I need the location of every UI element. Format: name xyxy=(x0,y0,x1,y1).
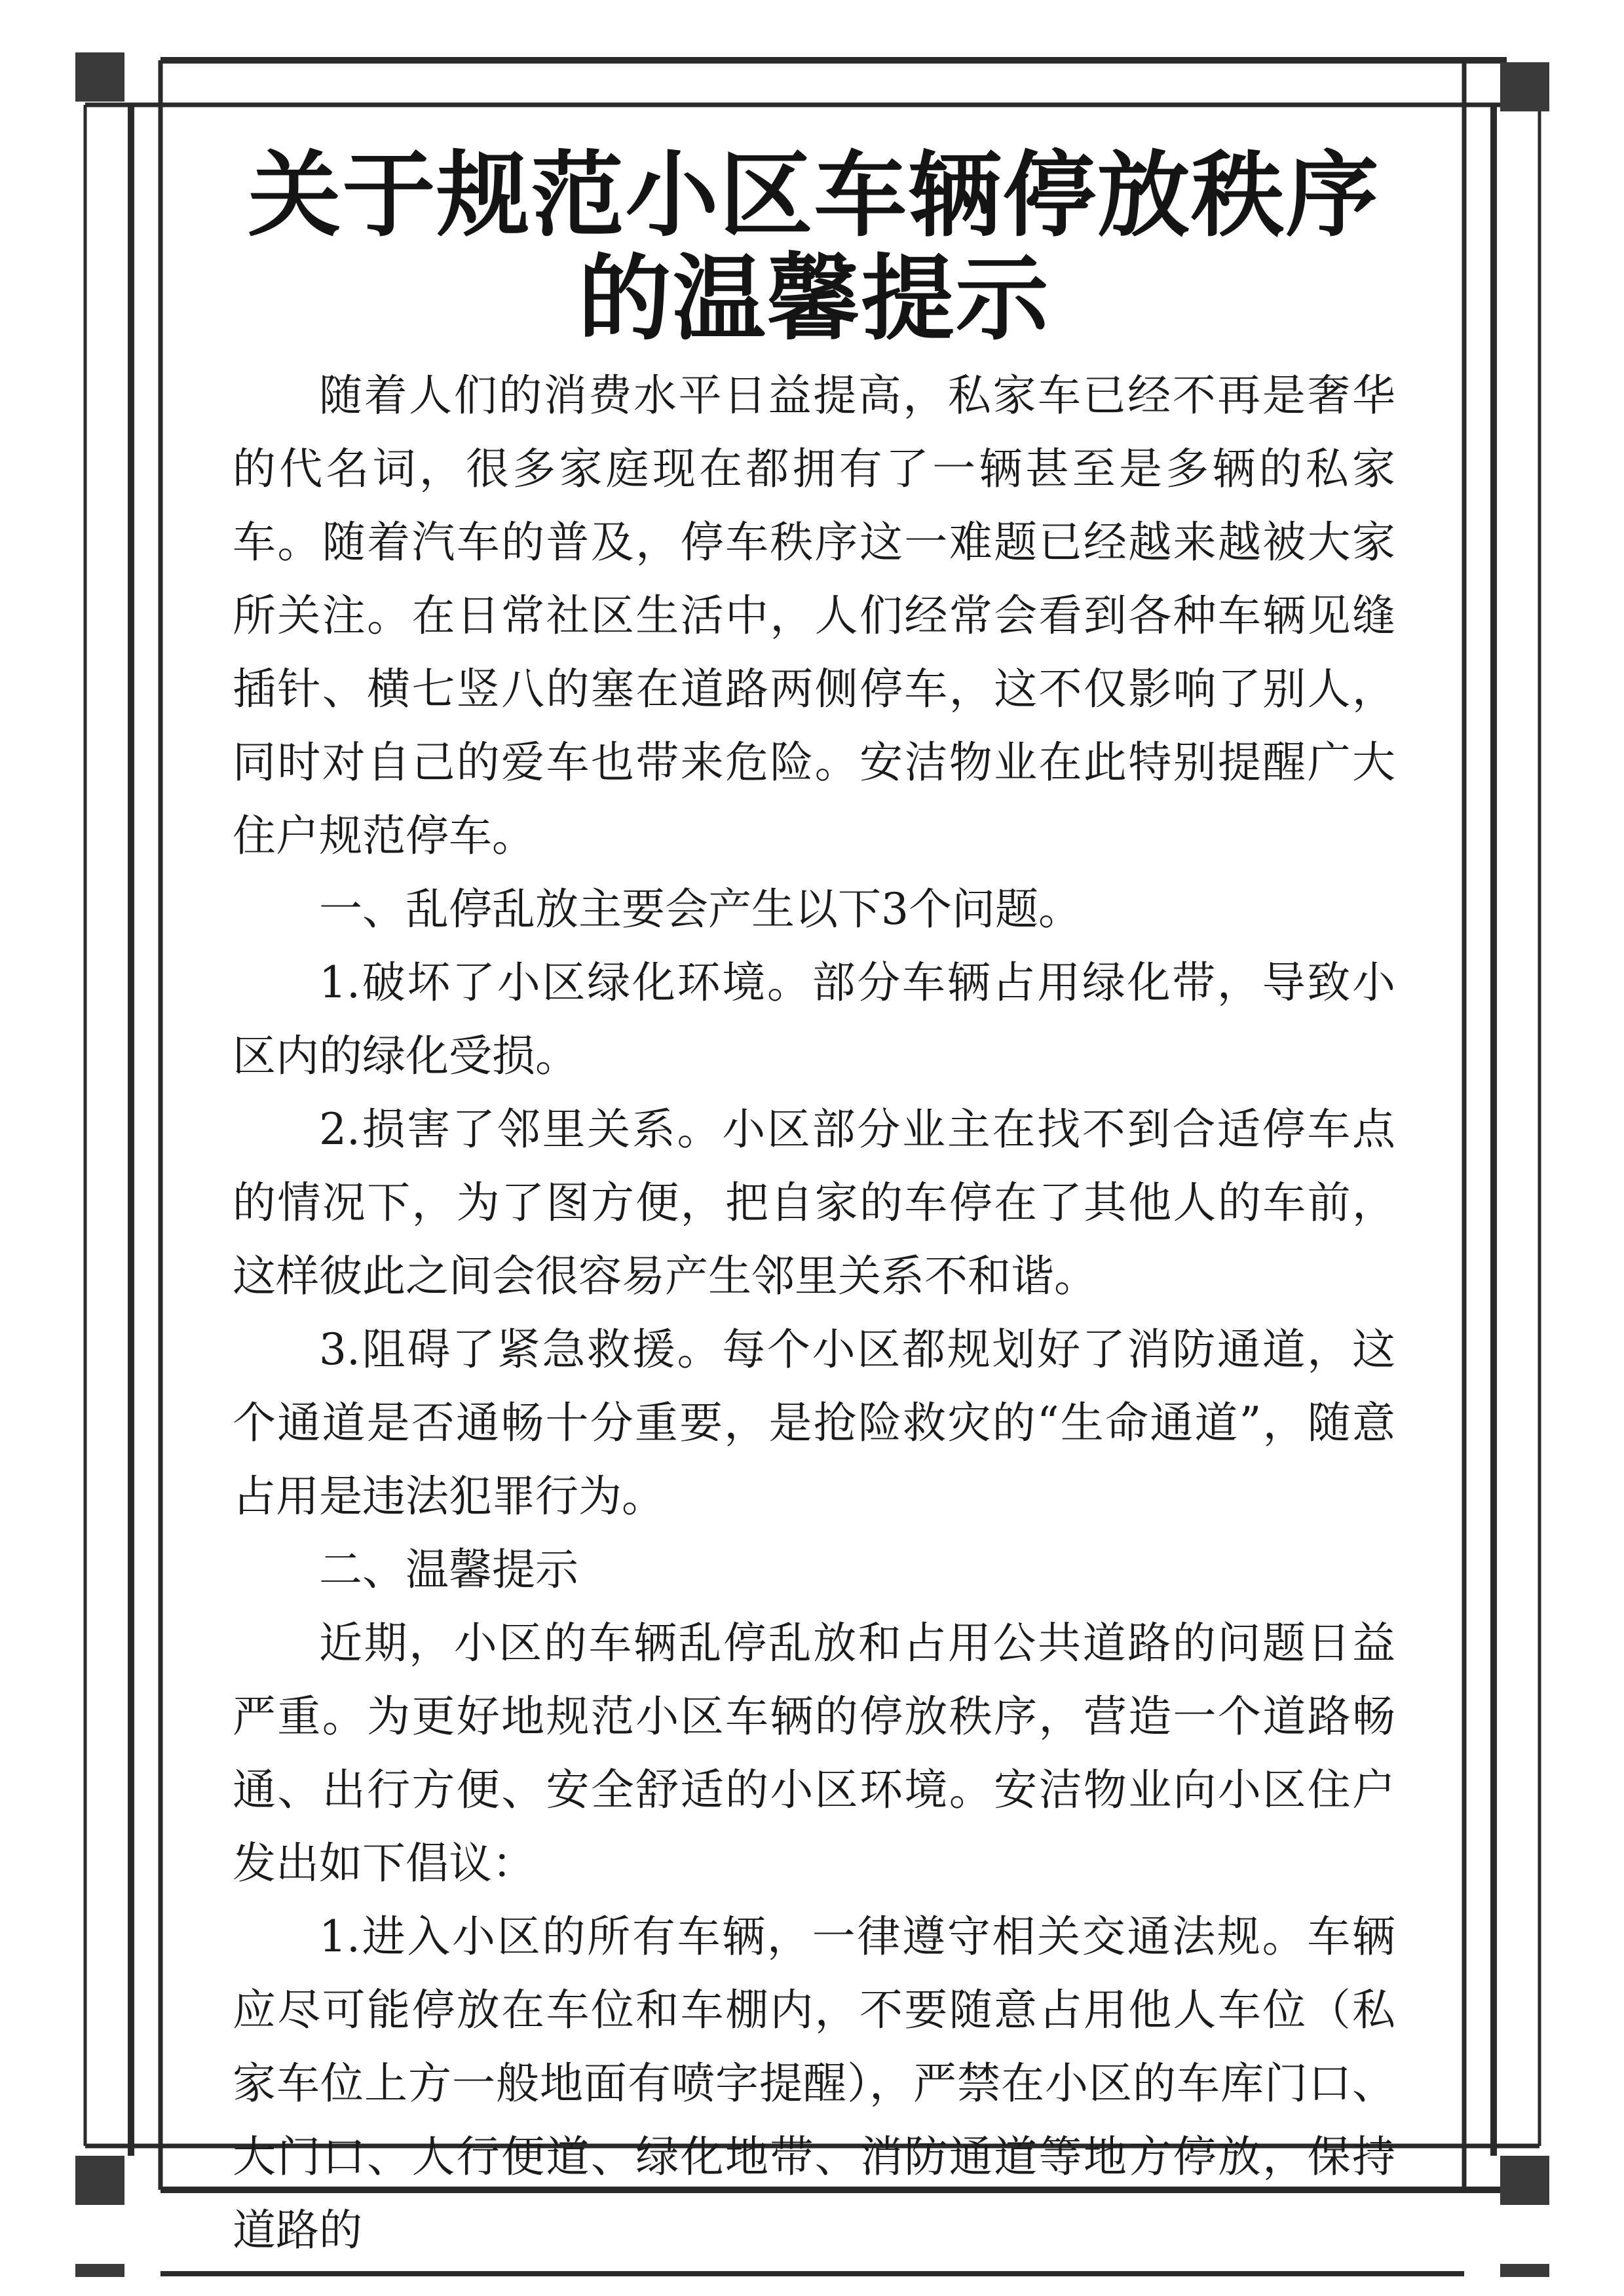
section-heading-reminder: 二、温馨提示 xyxy=(319,1544,578,1595)
document-body xyxy=(233,359,1395,2267)
section-heading-problems: 一、乱停乱放主要会产生以下3个问题。 xyxy=(319,884,1082,934)
problem-item-1: 1.破坏了小区绿化环境。部分车辆占用绿化带，导致小区内的绿化受损。 xyxy=(233,957,1395,1081)
problem-item-2: 2.损害了邻里关系。小区部分业主在找不到合适停车点的情况下，为了图方便，把自家的车停在了其他人的车前，这样彼此之间会很容易产生邻里关系不和谐。 xyxy=(233,1104,1395,1301)
title-line-1: 关于规范小区车辆停放秩序 xyxy=(248,142,1380,250)
title-line-2: 的温馨提示 xyxy=(578,245,1050,353)
document-content xyxy=(233,144,1395,2267)
problem-item-3: 3.阻碍了紧急救援。每个小区都规划好了消防通道，这个通道是否通畅十分重要，是抢险救灾的“生命通道”，随意占用是违法犯罪行为。 xyxy=(233,1324,1395,1521)
document-title xyxy=(233,144,1395,351)
proposal-item-1: 1.进入小区的所有车辆，一律遵守相关交通法规。车辆应尽可能停放在车位和车棚内，不要随意占用他人车位（私家车位上方一般地面有喷字提醒），严禁在小区的车库门口、大门口、人行便道、绿化地带、消防通道等地方停放，保持道路的 xyxy=(233,1911,1395,2255)
paragraph-intro: 随着人们的消费水平日益提高，私家车已经不再是奢华的代名词，很多家庭现在都拥有了一辆甚至是多辆的私家车。随着汽车的普及，停车秩序这一难题已经越来越被大家所关注。在日常社区生活中，人们经常会看到各种车辆见缝插针、横七竖八的塞在道路两侧停车，这不仅影响了别人，同时对自己的爱车也带来危险。安洁物业在此特别提醒广大住户规范停车。 xyxy=(233,370,1395,861)
paragraph-proposal: 近期，小区的车辆乱停乱放和占用公共道路的问题日益严重。为更好地规范小区车辆的停放秩序，营造一个道路畅通、出行方便、安全舒适的小区环境。安洁物业向小区住户发出如下倡议： xyxy=(233,1618,1395,1888)
